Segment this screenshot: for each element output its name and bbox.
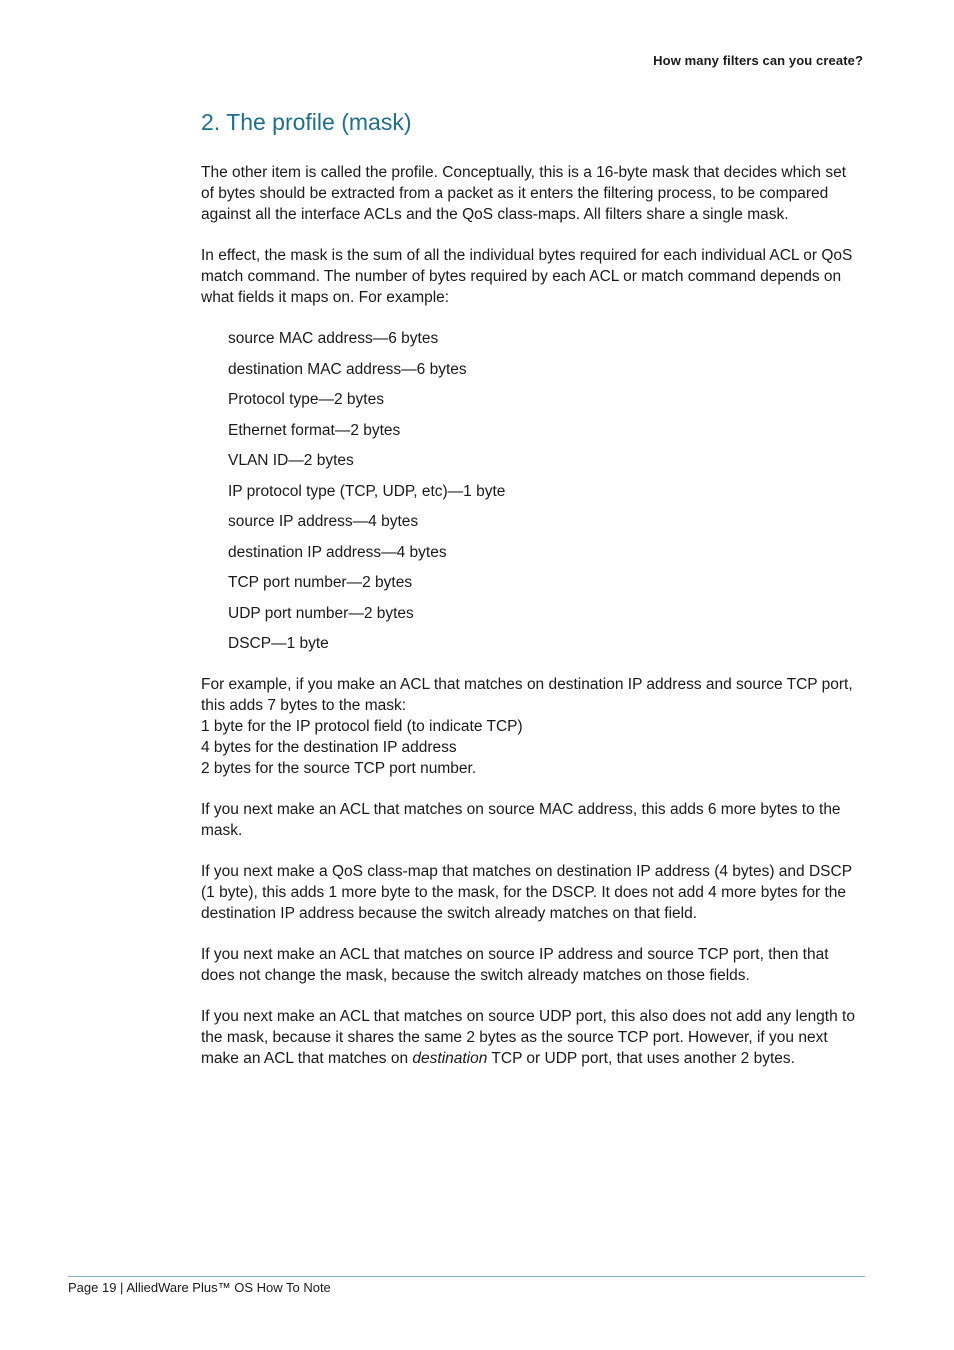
list-item: UDP port number—2 bytes — [228, 604, 414, 622]
paragraph-source-ip-tcp: If you next make an ACL that matches on source IP address and source TCP port, then that does not change the mask, because the switch already matches on those fields. — [201, 946, 829, 984]
list-item: Ethernet format—2 bytes — [228, 421, 401, 439]
list-item: Protocol type—2 bytes — [228, 391, 384, 408]
list-item: destination MAC address—6 bytes — [228, 360, 467, 378]
paragraph-profile-intro: The other item is called the profile. Conceptually, this is a 16-byte mask that decides which set of bytes should be extracted from a packet as it enters the filtering process, to be compared against all the interface ACLs and the QoS class-maps. All filters share a single mask. — [201, 164, 846, 223]
paragraph-text: TCP or UDP port, that uses another 2 bytes. — [487, 1050, 795, 1067]
list-item: IP protocol type (TCP, UDP, etc)—1 byte — [228, 482, 506, 500]
paragraph-example — [201, 674, 863, 779]
footer-divider — [68, 1276, 865, 1277]
list-item: source MAC address—6 bytes — [228, 330, 439, 347]
list-item: TCP port number—2 bytes — [228, 574, 413, 591]
example-line: 4 bytes for the destination IP address — [201, 739, 457, 756]
list-item: DSCP—1 byte — [228, 635, 329, 652]
example-line: 2 bytes for the source TCP port number. — [201, 760, 477, 777]
example-line: 1 byte for the IP protocol field (to indicate TCP) — [201, 718, 523, 735]
list-item: source IP address—4 bytes — [228, 513, 419, 530]
field-size-list — [228, 328, 863, 654]
page-footer: Page 19 | AlliedWare Plus™ OS How To Note — [68, 1280, 331, 1295]
emphasis-destination: destination — [412, 1050, 488, 1067]
paragraph-text: If you next make an ACL that matches on source UDP port, this also does not add any length to the mask, because it shares the same 2 bytes as the source TCP port. However, if you next make an ACL that matches on — [201, 1008, 855, 1067]
example-intro: For example, if you make an ACL that matches on destination IP address and source TCP port, this adds 7 bytes to the mask: — [201, 676, 853, 714]
paragraph-source-mac: If you next make an ACL that matches on source MAC address, this adds 6 more bytes to the mask. — [201, 801, 841, 839]
paragraph-mask-sum: In effect, the mask is the sum of all the individual bytes required for each individual ACL or QoS match command. The number of bytes required by each ACL or match command depends on what fields it maps on. For example: — [201, 247, 853, 306]
main-content — [201, 106, 863, 1089]
paragraph-source-udp — [201, 1006, 863, 1069]
list-item: destination IP address—4 bytes — [228, 543, 447, 561]
section-title: 2. The profile (mask) — [201, 109, 412, 135]
paragraph-qos-class-map: If you next make a QoS class-map that matches on destination IP address (4 bytes) and DSCP (1 byte), this adds 1 more byte to the mask, for the DSCP. It does not add 4 more bytes for the destination IP address because the switch already matches on that field. — [201, 863, 852, 922]
list-item: VLAN ID—2 bytes — [228, 452, 354, 469]
running-header: How many filters can you create? — [653, 53, 863, 68]
